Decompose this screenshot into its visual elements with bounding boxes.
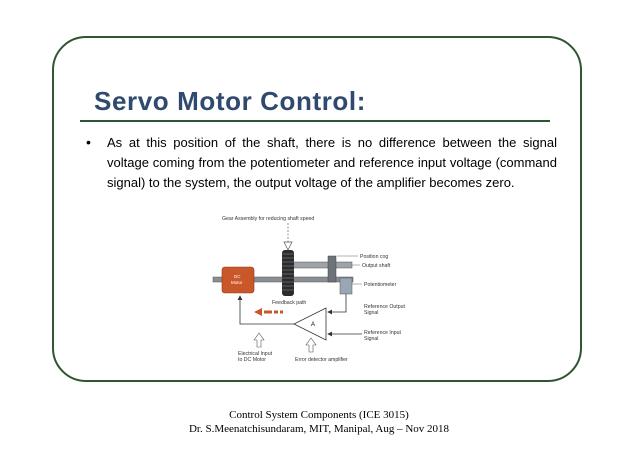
footer-author: Dr. S.Meenatchisundaram, MIT, Manipal, Aug – Nov 2018 [188, 423, 450, 435]
ref-input-label-1: Reference Input [364, 330, 401, 336]
amplifier-symbol: A [311, 322, 316, 328]
motor-label-line2: Motor [231, 280, 243, 285]
potentiometer [340, 278, 352, 294]
error-amplifier [294, 308, 326, 340]
gear-wheel [282, 250, 294, 296]
feedback-path-label: Feedback path [272, 300, 307, 306]
error-detector-label: Error detector amplifier [295, 357, 348, 363]
ref-input-label-2: Signal [364, 336, 379, 342]
position-cog-label: Position cog [360, 254, 389, 260]
electrical-input-arrow [254, 333, 264, 347]
pot-wire [328, 294, 346, 312]
output-shaft [292, 262, 352, 268]
slide-title: Servo Motor Control: [94, 86, 366, 116]
potentiometer-label: Potentiometer [364, 282, 397, 288]
bullet-marker: • [86, 134, 91, 150]
error-detector-arrow [306, 338, 316, 352]
output-shaft-label: Output shaft [362, 263, 391, 269]
slide-footer [0, 408, 638, 436]
servo-diagram [200, 212, 440, 377]
gear-assembly-label: Gear Assembly for reducing shaft speed [222, 216, 315, 222]
bullet-text: As at this position of the shaft, there is no difference between the signal voltage coming from the potentiometer and reference input voltage (command signal) to the system, the output voltage of the amplifier becomes zero. [107, 135, 557, 190]
feedback-arrow [254, 308, 283, 316]
footer-course: Control System Components (ICE 3015) [229, 409, 409, 421]
electrical-input-label-1: Electrical Input [238, 351, 273, 357]
electrical-input-label-2: to DC Motor [238, 357, 266, 363]
position-cog [328, 256, 336, 282]
ref-output-label-1: Reference Output [364, 304, 405, 310]
gear-pointer-arrow [284, 242, 292, 250]
motor-label-line1: DC [234, 274, 241, 279]
ref-output-label-2: Signal [364, 310, 379, 316]
title-underline [80, 120, 550, 122]
